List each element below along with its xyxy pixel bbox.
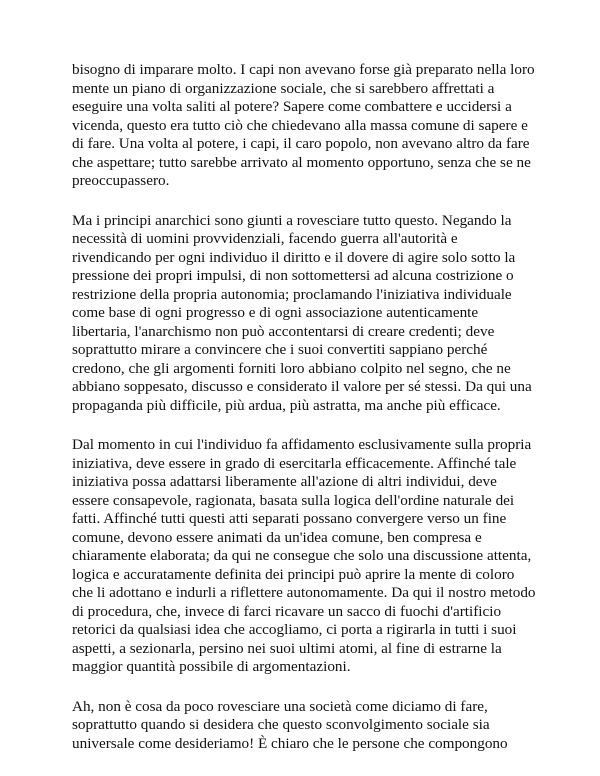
text-line: restrizione della propria autonomia; proclamando l'iniziativa individuale xyxy=(72,285,512,303)
paragraph-1 xyxy=(72,61,542,191)
text-line: iniziativa possa adattarsi liberamente all'azione di altri individui, deve xyxy=(72,473,497,490)
text-line: come base di ogni progresso e di ogni associazione autenticamente xyxy=(72,304,479,321)
text-line: soprattutto quando si desidera che questo sconvolgimento sociale sia xyxy=(72,716,490,733)
text-line: Dal momento in cui l'individuo fa affidamento esclusivamente sulla propria xyxy=(72,436,532,453)
text-line: credono, che gli argomenti forniti loro abbiano colpito nel segno, che ne xyxy=(72,359,511,377)
text-line: chiaramente elaborata; da qui ne consegue che solo una discussione attenta, xyxy=(72,547,532,564)
paragraph-4 xyxy=(72,698,542,754)
text-line: bisogno di imparare molto. I capi non avevano forse già preparato nella loro xyxy=(72,61,535,78)
text-line: retorici da qualsiasi idea che accogliamo, ci porta a rigirarla in tutti i suoi xyxy=(72,621,517,638)
text-line: eseguire una volta saliti al potere? Sapere come combattere e uccidersi a xyxy=(72,98,512,115)
text-line: Ma i principi anarchici sono giunti a rovesciare tutto questo. Negando la xyxy=(72,211,512,229)
text-line: soprattutto mirare a convincere che i suoi convertiti sappiano perché xyxy=(72,341,488,358)
text-line: che li adottano e indurli a riflettere autonomamente. Da qui il nostro metodo xyxy=(72,584,536,601)
text-line: necessità di uomini provvidenziali, facendo guerra all'autorità e xyxy=(72,230,458,247)
document-page xyxy=(72,61,542,774)
text-line: preoccupassero. xyxy=(72,172,170,189)
paragraph-3 xyxy=(72,436,542,677)
text-line: logica e accuratamente definita dei principi può aprire la mente di coloro xyxy=(72,565,515,583)
text-line: comune, devono essere animati da un'idea comune, ben compresa e xyxy=(72,528,482,546)
text-line: che aspettare; tutto sarebbe arrivato al momento opportuno, senza che se ne xyxy=(72,153,531,171)
text-line: pressione dei propri impulsi, di non sottomettersi ad alcuna costrizione o xyxy=(72,267,514,284)
text-line: di fare. Una volta al potere, i capi, il caro popolo, non avevano altro da fare xyxy=(72,135,530,152)
text-line: iniziativa, deve essere in grado di esercitarla efficacemente. Affinché tale xyxy=(72,454,517,472)
text-line: fatti. Affinché tutti questi atti separati possano convergere verso un fine xyxy=(72,510,507,527)
text-line: Ah, non è cosa da poco rovesciare una società come diciamo di fare, xyxy=(72,697,488,715)
paragraph-2 xyxy=(72,212,542,416)
text-line: di procedura, che, invece di farci ricavare un sacco di fuochi d'artificio xyxy=(72,602,502,620)
text-line: rivendicando per ogni individuo il diritto e il dovere di agire solo sotto la xyxy=(72,248,516,266)
text-line: abbiano soppesato, discusso e considerato il valore per sé stessi. Da qui una xyxy=(72,378,532,395)
text-line: universale come desideriamo! È chiaro che le persone che compongono xyxy=(72,734,508,752)
text-line: libertaria, l'anarchismo non può accontentarsi di creare credenti; deve xyxy=(72,322,495,340)
text-line: mente un piano di organizzazione sociale, che si sarebbero affrettati a xyxy=(72,79,495,97)
text-line: essere consapevole, ragionata, basata sulla logica dell'ordine naturale dei xyxy=(72,491,515,509)
text-line: aspetti, a sezionarla, persino nei suoi ultimi atomi, al fine di estrarne la xyxy=(72,639,502,657)
text-line: maggior quantità possibile di argomentazioni. xyxy=(72,658,351,675)
text-line: propaganda più difficile, più ardua, più astratta, ma anche più efficace. xyxy=(72,396,501,414)
text-line: vicenda, questo era tutto ciò che chiedevano alla massa comune di sapere e xyxy=(72,116,528,134)
